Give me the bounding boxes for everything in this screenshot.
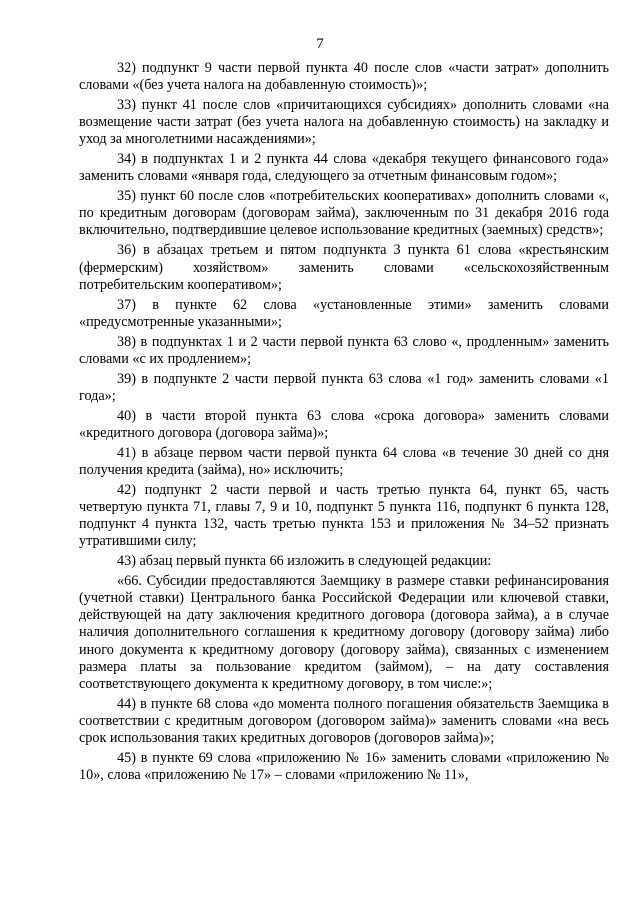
paragraph-44: 44) в пункте 68 слова «до момента полного погашения обязательств Заемщика в соответствии с кредитным договором (договором займа)» заменить словами «на весь срок использования таких кредитных договоров (договоров займа)»; xyxy=(79,695,609,746)
paragraph-42: 42) подпункт 2 части первой и часть третью пункта 64, пункт 65, часть четвертую пункта 71, главы 7, 9 и 10, подпункт 5 пункта 116, подпункт 6 пункта 128, подпункт 4 пункта 132, часть третью пункта 153 и приложения № 34–52 признать утратившими силу; xyxy=(79,482,609,550)
paragraph-45: 45) в пункте 69 слова «приложению № 16» заменить словами «приложению № 10», слова «приложению № 17» – словами «приложению № 11», xyxy=(79,749,609,783)
paragraph-39: 39) в подпункте 2 части первой пункта 63 слова «1 год» заменить словами «1 года»; xyxy=(79,370,609,404)
paragraph-38: 38) в подпунктах 1 и 2 части первой пункта 63 слово «, продленным» заменить словами «с их продлением»; xyxy=(79,333,609,367)
quoted-paragraph-66: «66. Субсидии предоставляются Заемщику в размере ставки рефинансирования (учетной ставки) Центрального банка Российской Федерации или ключевой ставки, действующей на дату заключения кредитного договора (договора займа), а в случае наличия дополнительного соглашения к кредитному договору (договору займа) либо иного документа к кредитному договору (договору займа), связанных с изменением размера платы за пользование кредитом (займом), – на дату составления соответствующего документа к кредитному договору, в том числе:»; xyxy=(79,573,609,692)
paragraph-32: 32) подпункт 9 части первой пункта 40 после слов «части затрат» дополнить словами «(без учета налога на добавленную стоимость)»; xyxy=(79,60,609,94)
document-body xyxy=(79,60,609,787)
paragraph-43: 43) абзац первый пункта 66 изложить в следующей редакции: xyxy=(117,553,492,570)
paragraph-41: 41) в абзаце первом части первой пункта 64 слова «в течение 30 дней со дня получения кредита (займа), но» исключить; xyxy=(79,444,609,479)
paragraph-34: 34) в подпунктах 1 и 2 пункта 44 слова «декабря текущего финансового года» заменить словами «января года, следующего за отчетным финансовым годом»; xyxy=(79,151,609,185)
paragraph-35: 35) пункт 60 после слов «потребительских кооперативах» дополнить словами «, по кредитным договорам (договорам займа), заключенным по 31 декабря 2016 года включительно, подтвердившие целевое использование кредитных (заемных) средств»; xyxy=(79,188,609,239)
paragraph-33: 33) пункт 41 после слов «причитающихся субсидиях» дополнить словами «на возмещение части затрат (без учета налога на добавленную стоимость) на закладку и уход за многолетними насаждениями»; xyxy=(79,97,609,148)
page-number: 7 xyxy=(316,36,324,52)
paragraph-36: 36) в абзацах третьем и пятом подпункта 3 пункта 61 слова «крестьянским (фермерским) хозяйством» заменить словами «сельскохозяйственным потребительским кооперативом»; xyxy=(79,242,609,293)
paragraph-37: 37) в пункте 62 слова «установленные этими» заменить словами «предусмотренные указанными»; xyxy=(79,296,609,330)
paragraph-40: 40) в части второй пункта 63 слова «срока договора» заменить словами «кредитного договора (договора займа)»; xyxy=(79,407,609,441)
